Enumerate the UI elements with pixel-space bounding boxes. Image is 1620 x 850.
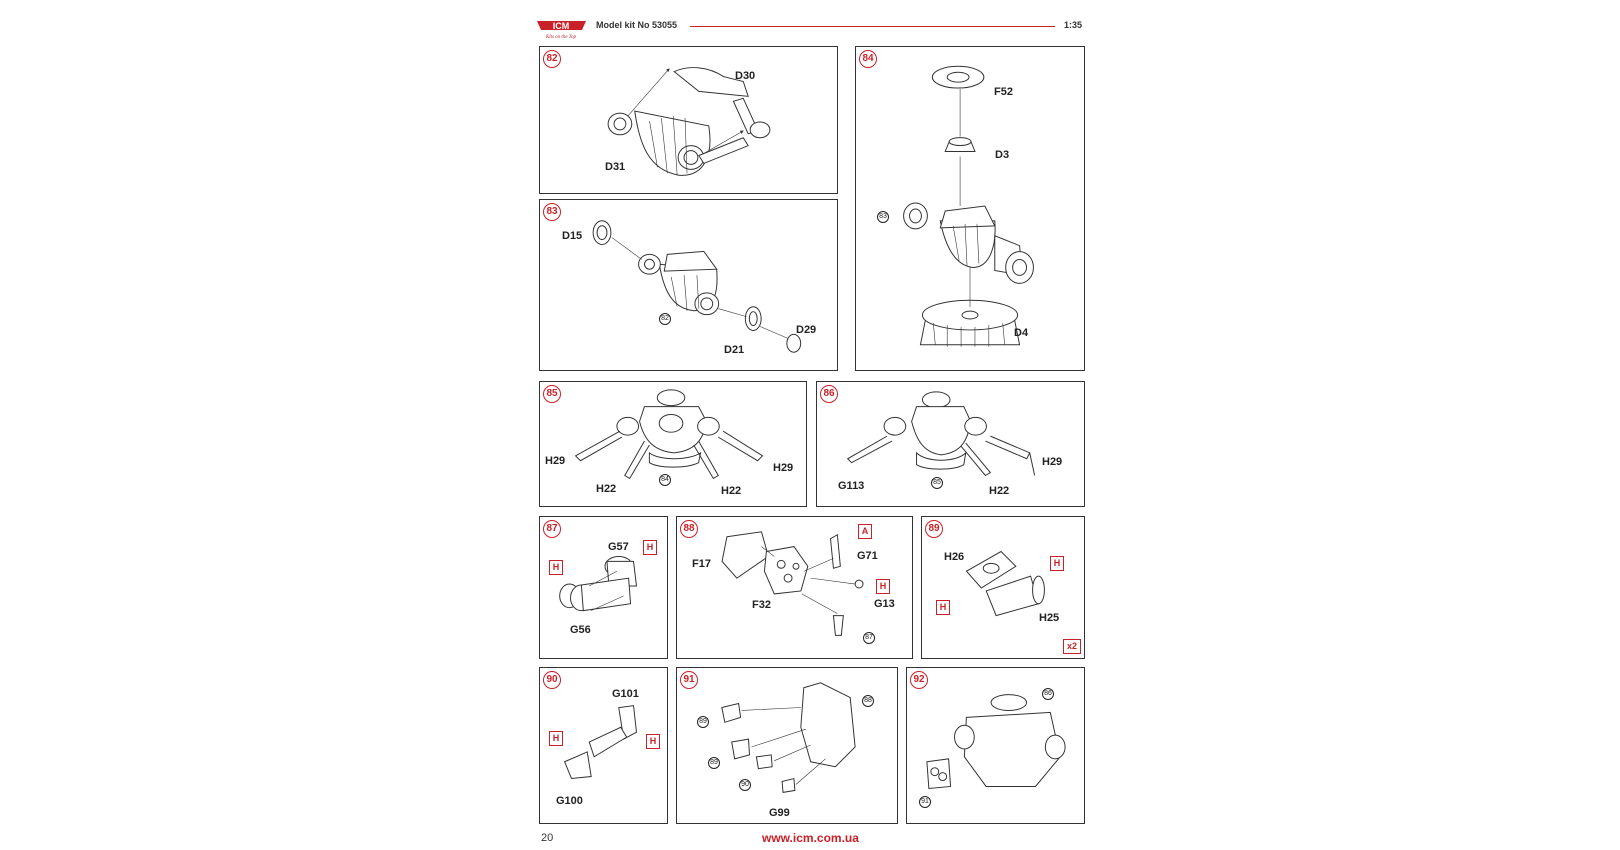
part-label: G99 xyxy=(769,807,790,819)
header-divider xyxy=(690,26,1055,27)
step-92-illustration xyxy=(907,668,1084,823)
page-number: 20 xyxy=(541,832,554,844)
part-label: F52 xyxy=(994,86,1013,98)
quantity-multiplier: x2 xyxy=(1063,639,1081,654)
step-reference: 88 xyxy=(862,695,874,707)
part-label: G101 xyxy=(612,688,639,700)
part-label: H29 xyxy=(773,462,794,474)
part-label: H29 xyxy=(545,455,566,467)
step-91-illustration xyxy=(677,668,897,823)
part-label: G13 xyxy=(874,598,895,610)
step-91-panel xyxy=(676,667,898,824)
step-87-illustration xyxy=(540,517,667,658)
part-label: H22 xyxy=(721,485,742,497)
step-number: 84 xyxy=(859,50,877,68)
step-83-panel xyxy=(539,199,838,371)
part-label: D30 xyxy=(735,70,756,82)
step-87-panel xyxy=(539,516,668,659)
step-number: 88 xyxy=(680,520,698,538)
part-label: H26 xyxy=(944,551,965,563)
step-92-panel xyxy=(906,667,1085,824)
step-84-panel xyxy=(855,46,1085,371)
step-reference: 87 xyxy=(863,632,875,644)
step-90-panel xyxy=(539,667,668,824)
model-title: Model kit No 53055 xyxy=(596,20,678,30)
step-83-illustration xyxy=(540,200,837,370)
part-label: D15 xyxy=(562,230,583,242)
step-number: 83 xyxy=(543,203,561,221)
part-label: F32 xyxy=(752,599,771,611)
website-link[interactable]: www.icm.com.ua xyxy=(762,831,859,845)
step-number: 89 xyxy=(925,520,943,538)
paint-code-box: H xyxy=(549,560,563,575)
step-number: 82 xyxy=(543,50,561,68)
paint-code-box: H xyxy=(549,731,563,746)
part-label: G113 xyxy=(838,480,865,492)
part-label: F17 xyxy=(692,558,711,570)
scale-label: 1:35 xyxy=(1064,20,1083,30)
part-label: G56 xyxy=(570,624,591,636)
step-number: 90 xyxy=(543,671,561,689)
part-label: D21 xyxy=(724,344,745,356)
step-85-panel xyxy=(539,381,807,507)
step-reference: 85 xyxy=(931,477,943,489)
paint-code-box: H xyxy=(643,540,657,555)
step-reference: 90 xyxy=(739,779,751,791)
step-number: 87 xyxy=(543,520,561,538)
step-86-panel xyxy=(816,381,1085,507)
step-reference: 89 xyxy=(697,716,709,728)
icm-logo xyxy=(535,18,588,40)
step-89-panel xyxy=(921,516,1085,659)
step-number: 92 xyxy=(910,671,928,689)
step-reference: 84 xyxy=(659,474,671,486)
step-88-panel xyxy=(676,516,913,659)
paint-code-box: H xyxy=(646,734,660,749)
step-number: 85 xyxy=(543,385,561,403)
part-label: H25 xyxy=(1039,612,1060,624)
part-label: D4 xyxy=(1014,327,1029,339)
part-label: H22 xyxy=(596,483,617,495)
part-label: G100 xyxy=(556,795,583,807)
step-84-illustration xyxy=(856,47,1084,370)
step-reference: 89 xyxy=(708,757,720,769)
part-label: H29 xyxy=(1042,456,1063,468)
part-label: D29 xyxy=(796,324,817,336)
paint-code-box: A xyxy=(858,524,872,539)
paint-code-box: H xyxy=(1050,556,1064,571)
step-number: 86 xyxy=(820,385,838,403)
step-reference: 91 xyxy=(919,796,931,808)
paint-code-box: H xyxy=(936,600,950,615)
step-reference: 82 xyxy=(659,313,671,325)
part-label: D3 xyxy=(995,149,1010,161)
logo-text: ICM xyxy=(552,21,570,31)
step-89-illustration xyxy=(922,517,1084,658)
step-82-illustration xyxy=(540,47,837,193)
step-82-panel xyxy=(539,46,838,194)
part-label: G71 xyxy=(857,550,878,562)
step-85-illustration xyxy=(540,382,806,506)
step-number: 91 xyxy=(680,671,698,689)
step-reference: 83 xyxy=(877,211,889,223)
paint-code-box: H xyxy=(876,579,890,594)
step-reference: 86 xyxy=(1042,688,1054,700)
logo-tagline: Kits on the Top xyxy=(545,35,577,40)
part-label: H22 xyxy=(989,485,1010,497)
part-label: G57 xyxy=(608,541,629,553)
part-label: D31 xyxy=(605,161,626,173)
